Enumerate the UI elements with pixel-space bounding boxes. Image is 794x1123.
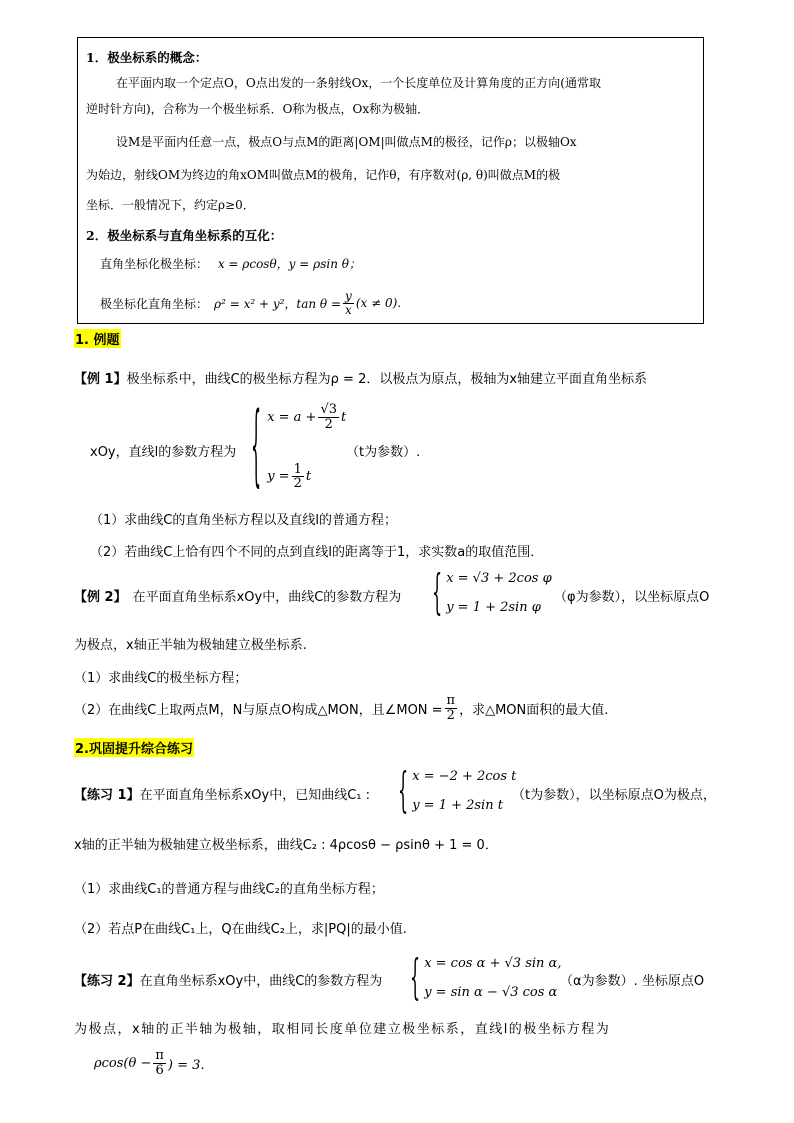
fraction-numerator: π xyxy=(155,1048,164,1063)
practice-2-line2: 为极点，x轴的正半轴为极轴，取相同长度单位建立极坐标系，直线l的极坐标方程为 xyxy=(74,1022,611,1037)
system-row-1: x = cos α + √3 sin α, xyxy=(424,956,562,971)
rect-to-polar-formula: x = ρcosθ，y = ρsin θ； xyxy=(217,257,361,271)
practice-2-label: 【练习 2】 xyxy=(74,974,140,989)
fraction-numerator: y xyxy=(345,289,352,303)
polar-to-rect-label: 极坐标化直角坐标： xyxy=(100,296,209,311)
fraction-denominator: 2 xyxy=(446,707,455,723)
fraction-numerator: π xyxy=(446,693,456,708)
example-1-line1 xyxy=(74,368,647,387)
question-2-text-b: ，求△MON面积的最大值. xyxy=(459,702,609,718)
polar-to-rect-formula-b: (x ≠ 0). xyxy=(355,296,402,311)
system-row-2: y = 1 + 2sin φ xyxy=(446,600,541,615)
box-heading-1: 1．极坐标系的概念： xyxy=(86,50,208,65)
row-2-lhs: y = xyxy=(267,469,290,485)
polar-to-rect-fraction xyxy=(343,290,354,316)
box-para2-line1: 设M是平面内任意一点，极点O与点M的距离|OM|叫做点M的极径，记作ρ；以极轴Ox xyxy=(116,135,577,149)
practice-1-label: 【练习 1】 xyxy=(74,788,140,803)
line-3-text-a: ρcos(θ − xyxy=(94,1055,152,1071)
system-row-1 xyxy=(267,403,346,431)
example-2-question-2 xyxy=(74,694,608,722)
box-para2-line3: 坐标．一般情况下，约定ρ≥0． xyxy=(86,198,255,212)
practice-1-parametric-system xyxy=(398,761,517,818)
practice-1-question-1: （1）求曲线C₁的普通方程与曲线C₂的直角坐标方程； xyxy=(74,882,384,897)
example-1-param-note: （t为参数）. xyxy=(346,445,421,460)
example-2-text: 在平面直角坐标系xOy中，曲线C的参数方程为 xyxy=(132,590,402,605)
row-2-numerator: 1 xyxy=(293,461,302,477)
section-2-title: 2.巩固提升综合练习 xyxy=(74,738,194,757)
example-2-line1 xyxy=(74,586,401,605)
example-2-question-1: （1）求曲线C的极坐标方程； xyxy=(74,671,248,686)
system-rows xyxy=(412,769,516,813)
practice-1-question-2: （2）若点P在曲线C₁上，Q在曲线C₂上，求|PQ|的最小值. xyxy=(74,922,407,937)
practice-2-line1 xyxy=(74,970,382,989)
example-1-question-2: （2）若曲线C上恰有四个不同的点到直线l的距离等于1，求实数a的取值范围． xyxy=(90,545,544,560)
practice-2-param-note: （α为参数）. 坐标原点O xyxy=(560,974,705,989)
system-rows xyxy=(267,403,346,491)
example-2-label: 【例 2】 xyxy=(74,590,127,605)
practice-2-parametric-system xyxy=(410,948,562,1005)
system-row-1: x = √3 + 2cos φ xyxy=(446,571,552,586)
definition-box xyxy=(77,37,704,324)
box-para1-line1: 在平面内取一个定点O，O点出发的一条射线Ox，一个长度单位及计算角度的正方向(通常取 xyxy=(116,76,601,90)
left-brace: { xyxy=(398,761,409,818)
system-row-2: y = 1 + 2sin t xyxy=(412,798,503,813)
example-1-question-1: （1）求曲线C的直角坐标方程以及直线l的普通方程； xyxy=(90,513,397,528)
left-brace: { xyxy=(410,948,421,1005)
practice-2-text: 在直角坐标系xOy中，曲线C的参数方程为 xyxy=(139,974,383,989)
example-1-line2-lead: xOy，直线l的参数方程为 xyxy=(90,445,237,460)
box-para1-line2: 逆时针方向)，合称为一个极坐标系．O称为极点，Ox称为极轴． xyxy=(86,102,430,116)
row-2-denominator: 2 xyxy=(293,476,302,492)
practice-1-param-note: （t为参数），以坐标原点O为极点， xyxy=(512,788,716,803)
box-heading-2: 2．极坐标系与直角坐标系的互化： xyxy=(86,228,283,243)
row-1-fraction xyxy=(318,403,339,431)
practice-2-line3 xyxy=(94,1049,213,1077)
practice-1-line1 xyxy=(74,784,370,803)
box-para2-line2: 为始边，射线OM为终边的角xOM叫做点M的极角，记作θ，有序数对(ρ, θ)叫做点M的极 xyxy=(86,168,561,182)
row-2-fraction xyxy=(292,463,304,491)
example-1-label: 【例 1】 xyxy=(74,372,127,387)
row-1-denominator: 2 xyxy=(324,416,333,432)
system-rows xyxy=(424,956,561,1000)
example-2-param-note: （φ为参数），以坐标原点O xyxy=(554,590,710,605)
practice-1-line2: x轴的正半轴为极轴建立极坐标系，曲线C₂ : 4ρcosθ − ρsinθ + 1 = 0． xyxy=(74,838,498,853)
rect-to-polar-label: 直角坐标化极坐标： xyxy=(100,257,209,271)
example-2-line2: 为极点，x轴正半轴为极轴建立极坐标系. xyxy=(74,638,307,653)
example-1-parametric-system xyxy=(251,392,347,497)
system-row-2 xyxy=(267,463,346,491)
fraction-denominator: 6 xyxy=(155,1062,164,1078)
example-2-parametric-system xyxy=(432,563,552,620)
row-1-numerator: √3 xyxy=(320,402,338,417)
section-1-title: 1. 例题 xyxy=(74,329,121,348)
system-rows xyxy=(446,571,552,615)
polar-to-rect-formula-a: ρ² = x² + y²，tan θ = xyxy=(214,296,342,311)
left-brace: { xyxy=(251,392,262,497)
row-1-lhs: x = a + xyxy=(267,409,317,425)
box-rect-to-polar xyxy=(100,255,361,272)
box-polar-to-rect xyxy=(100,290,401,316)
question-2-fraction xyxy=(445,694,458,722)
system-row-1: x = −2 + 2cos t xyxy=(412,769,517,784)
row-1-var: t xyxy=(341,409,347,425)
row-2-var: t xyxy=(305,469,312,485)
line-3-text-b: ) = 3． xyxy=(167,1057,214,1073)
left-brace: { xyxy=(432,563,443,620)
example-1-text: 极坐标系中，曲线C的极坐标方程为ρ = 2．以极点为原点，极轴为x轴建立平面直角坐标系 xyxy=(126,372,648,387)
line-3-fraction xyxy=(153,1049,166,1077)
practice-1-text: 在平面直角坐标系xOy中，已知曲线C₁ : xyxy=(139,788,370,803)
system-row-2: y = sin α − √3 cos α xyxy=(424,985,558,1000)
question-2-text-a: （2）在曲线C上取两点M，N与原点O构成△MON，且∠MON = xyxy=(74,702,443,718)
fraction-denominator: x xyxy=(345,302,352,317)
